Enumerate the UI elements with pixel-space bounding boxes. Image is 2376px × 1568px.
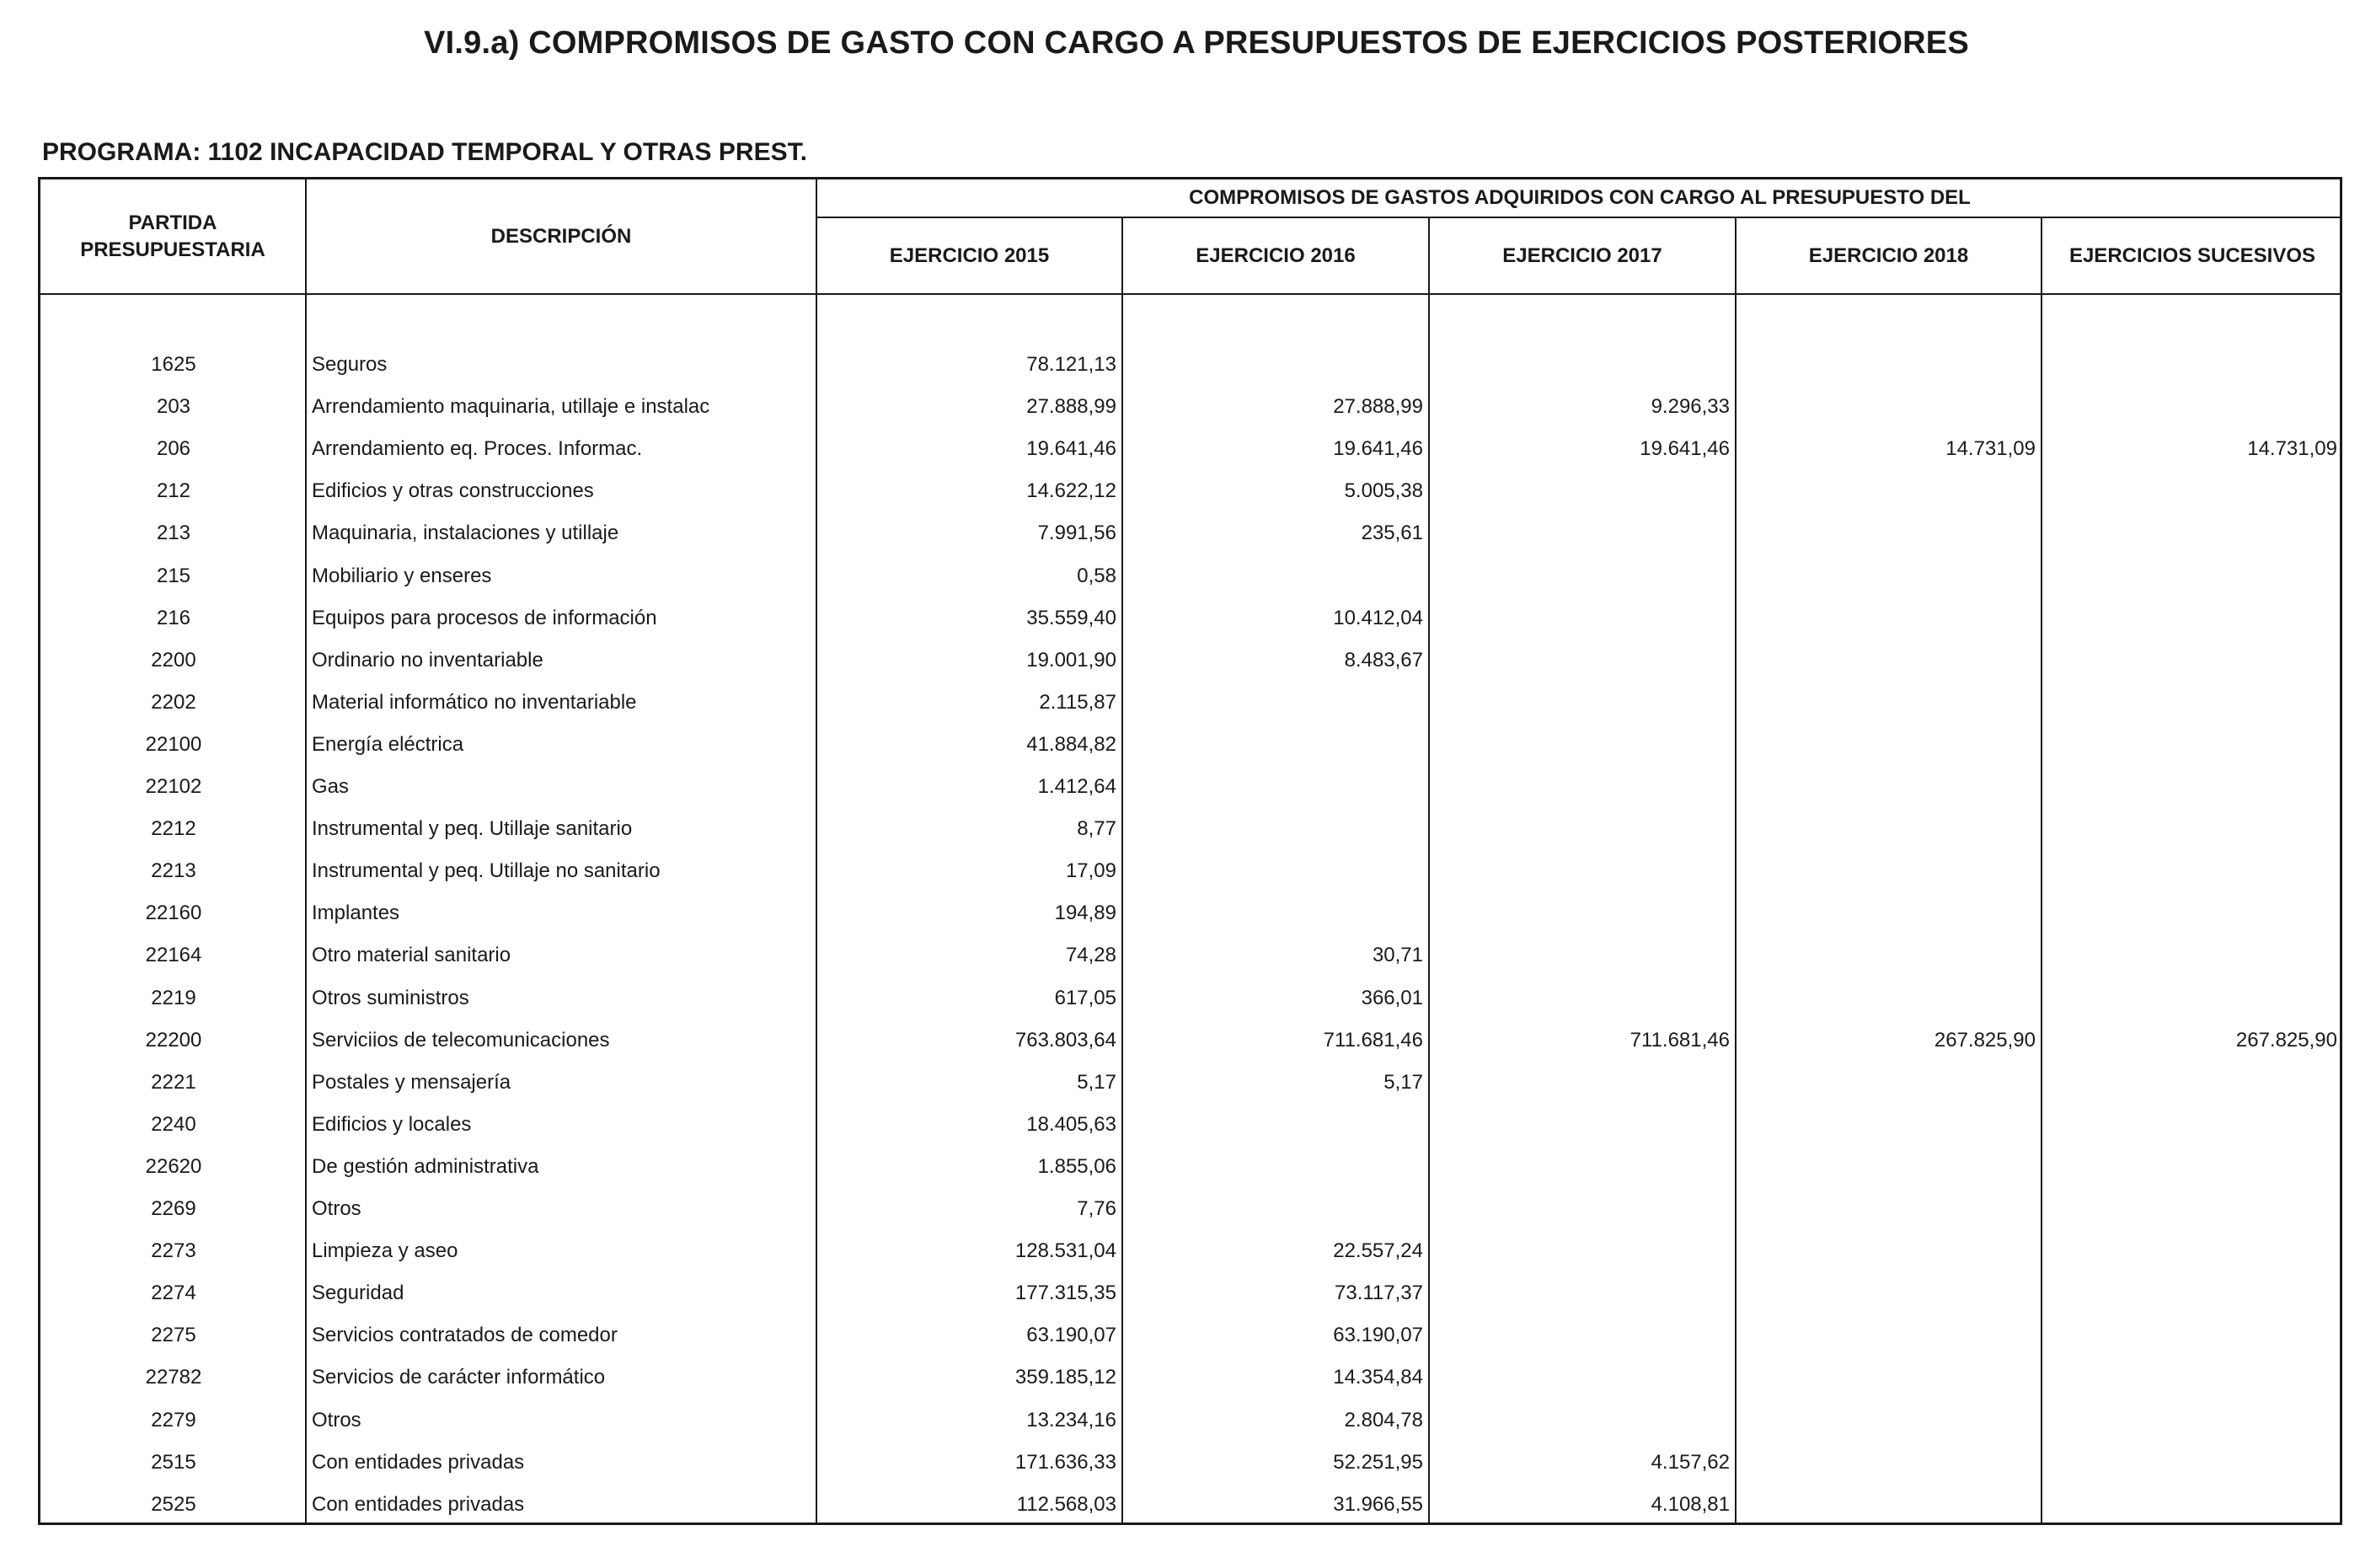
table-row (40, 555, 2340, 597)
partida-code: 2221 (151, 1070, 196, 1094)
amount-cell (1430, 512, 1730, 554)
description: Gas (312, 775, 350, 798)
amount-cell (1737, 1230, 2036, 1272)
amount-cell: 63.190,07 (1026, 1324, 1116, 1347)
amount-cell (1430, 1314, 1730, 1357)
partida-code: 215 (156, 564, 191, 587)
amount-cell: 14.731,09 (1945, 437, 2036, 461)
description: Edificios y otras construcciones (312, 479, 594, 503)
amount-cell (1430, 1062, 1730, 1104)
amount-cell: 267.825,90 (2235, 1028, 2337, 1052)
amount-cell (2042, 892, 2337, 934)
table-row (40, 1442, 2340, 1484)
description: Instrumental y peq. Utillaje no sanitario (312, 859, 661, 883)
partida-code: 2200 (151, 648, 196, 672)
amount-cell: 30,71 (1372, 944, 1423, 967)
table-row (40, 1484, 2340, 1526)
amount-cell (1737, 1314, 2036, 1357)
program-label: PROGRAMA: 1102 INCAPACIDAD TEMPORAL Y OTRAS PREST. (42, 138, 807, 166)
amount-cell: 13.234,16 (1026, 1408, 1116, 1432)
description: Postales y mensajería (312, 1070, 511, 1094)
amount-cell (1430, 977, 1730, 1019)
amount-cell: 19.641,46 (1333, 437, 1423, 461)
description: Limpieza y aseo (312, 1239, 458, 1263)
amount-cell: 0,58 (1077, 564, 1116, 587)
amount-cell (1123, 555, 1423, 597)
amount-cell: 19.001,90 (1026, 648, 1116, 672)
amount-cell: 10.412,04 (1333, 606, 1423, 629)
amount-cell (1737, 724, 2036, 766)
amount-cell (1430, 682, 1730, 724)
description: Servicios contratados de comedor (312, 1324, 618, 1347)
partida-code: 2212 (151, 817, 196, 841)
amount-cell: 2.115,87 (1039, 690, 1116, 714)
amount-cell: 235,61 (1361, 522, 1423, 545)
partida-code: 2202 (151, 690, 196, 714)
amount-cell (1123, 724, 1423, 766)
table-row (40, 1230, 2340, 1272)
amount-cell (2042, 1314, 2337, 1357)
amount-cell: 8.483,67 (1344, 648, 1423, 672)
description: Serviciios de telecomunicaciones (312, 1028, 610, 1052)
amount-cell: 5,17 (1383, 1070, 1423, 1094)
document-title: VI.9.a) COMPROMISOS DE GASTO CON CARGO A PRESUPUESTOS DE EJERCICIOS POSTERIORES (424, 25, 1969, 61)
amount-cell: 63.190,07 (1333, 1324, 1423, 1347)
amount-cell: 4.157,62 (1651, 1450, 1730, 1474)
amount-cell (1430, 470, 1730, 512)
amount-cell: 78.121,13 (1026, 353, 1116, 376)
amount-cell (1430, 1357, 1730, 1399)
description: Equipos para procesos de información (312, 606, 657, 629)
partida-code: 2240 (151, 1112, 196, 1136)
amount-cell: 177.315,35 (1014, 1282, 1116, 1305)
amount-cell (1430, 850, 1730, 892)
table-row (40, 892, 2340, 934)
table-row (40, 1314, 2340, 1357)
amount-cell (1123, 682, 1423, 724)
amount-cell (1430, 808, 1730, 850)
amount-cell (2042, 1484, 2337, 1526)
partida-code: 2515 (151, 1450, 196, 1474)
description: Otro material sanitario (312, 944, 511, 967)
amount-cell: 17,09 (1065, 859, 1116, 883)
partida-code: 2274 (151, 1282, 196, 1305)
amount-cell (1430, 555, 1730, 597)
amount-cell (2042, 1104, 2337, 1146)
amount-cell: 27.888,99 (1333, 395, 1423, 419)
partida-code: 2525 (151, 1492, 196, 1516)
partida-code: 22200 (145, 1028, 202, 1052)
table-row (40, 344, 2340, 386)
table-row (40, 1188, 2340, 1230)
amount-cell: 171.636,33 (1014, 1450, 1116, 1474)
amount-cell (1737, 1399, 2036, 1442)
amount-cell (1737, 1062, 2036, 1104)
amount-cell (2042, 640, 2337, 682)
amount-cell (1737, 850, 2036, 892)
table-row (40, 1399, 2340, 1442)
amount-cell: 19.641,46 (1640, 437, 1730, 461)
amount-cell (1737, 470, 2036, 512)
amount-cell: 112.568,03 (1016, 1492, 1116, 1516)
table-row (40, 1104, 2340, 1146)
amount-cell: 5,17 (1077, 1070, 1116, 1094)
description: Otros (312, 1408, 361, 1432)
amount-cell: 14.731,09 (2247, 437, 2337, 461)
description: Con entidades privadas (312, 1492, 525, 1516)
description: Servicios de carácter informático (312, 1366, 606, 1389)
amount-cell (1123, 344, 1423, 386)
description: Seguros (312, 353, 388, 376)
amount-cell (2042, 597, 2337, 640)
table-row (40, 724, 2340, 766)
amount-cell (1430, 640, 1730, 682)
amount-cell (1123, 1146, 1423, 1188)
amount-cell: 35.559,40 (1026, 606, 1116, 629)
description: Energía eléctrica (312, 732, 464, 756)
partida-code: 213 (156, 522, 191, 545)
amount-cell (1123, 1188, 1423, 1230)
partida-code: 216 (156, 606, 191, 629)
amount-cell (2042, 1230, 2337, 1272)
amount-cell (2042, 555, 2337, 597)
amount-cell: 73.117,37 (1335, 1282, 1423, 1305)
amount-cell: 7.991,56 (1037, 522, 1116, 545)
amount-cell (1737, 1104, 2036, 1146)
amount-cell (2042, 1188, 2337, 1230)
amount-cell: 9.296,33 (1651, 395, 1730, 419)
amount-cell: 194,89 (1054, 902, 1116, 925)
amount-cell: 14.622,12 (1026, 479, 1116, 503)
amount-cell: 1.412,64 (1037, 775, 1116, 798)
description: Material informático no inventariable (312, 690, 637, 714)
amount-cell (1737, 682, 2036, 724)
amount-cell (2042, 470, 2337, 512)
description: De gestión administrativa (312, 1154, 539, 1178)
amount-cell (1123, 808, 1423, 850)
description: Con entidades privadas (312, 1450, 525, 1474)
amount-cell: 52.251,95 (1333, 1450, 1423, 1474)
amount-cell (1123, 1104, 1423, 1146)
amount-cell (1430, 1104, 1730, 1146)
description: Otros suministros (312, 986, 469, 1009)
amount-cell (1737, 640, 2036, 682)
amount-cell: 18.405,63 (1026, 1112, 1116, 1136)
partida-code: 22164 (145, 944, 202, 967)
commitments-table (38, 177, 2342, 1525)
partida-code: 2275 (151, 1324, 196, 1347)
amount-cell (1737, 1442, 2036, 1484)
table-row (40, 470, 2340, 512)
amount-cell (1123, 766, 1423, 808)
header-commitments-group: COMPROMISOS DE GASTOS ADQUIRIDOS CON CARGO AL PRESUPUESTO DEL (1189, 186, 1971, 209)
amount-cell (1737, 555, 2036, 597)
amount-cell (2042, 1442, 2337, 1484)
amount-cell: 366,01 (1361, 986, 1423, 1009)
amount-cell: 8,77 (1077, 817, 1116, 841)
partida-code: 1625 (151, 353, 196, 376)
amount-cell (1430, 1272, 1730, 1314)
description: Ordinario no inventariable (312, 648, 543, 672)
amount-cell: 359.185,12 (1014, 1366, 1116, 1389)
amount-cell: 7,76 (1077, 1197, 1116, 1220)
amount-cell: 2.804,78 (1344, 1408, 1423, 1432)
amount-cell: 711.681,46 (1629, 1028, 1730, 1052)
amount-cell (1737, 1357, 2036, 1399)
amount-cell: 4.108,81 (1651, 1492, 1730, 1516)
amount-cell (1737, 597, 2036, 640)
amount-cell (1430, 1146, 1730, 1188)
table-row (40, 1272, 2340, 1314)
partida-code: 2279 (151, 1408, 196, 1432)
amount-cell (1430, 1230, 1730, 1272)
header-ejercicio-2018: EJERCICIO 2018 (1808, 243, 1969, 267)
table-row (40, 766, 2340, 808)
amount-cell (2042, 724, 2337, 766)
description: Instrumental y peq. Utillaje sanitario (312, 817, 633, 841)
description: Arrendamiento maquinaria, utillaje e instalac (312, 395, 710, 419)
amount-cell (2042, 1146, 2337, 1188)
amount-cell (2042, 344, 2337, 386)
amount-cell (2042, 512, 2337, 554)
table-row (40, 512, 2340, 554)
amount-cell (1737, 344, 2036, 386)
partida-code: 203 (156, 395, 191, 419)
description: Edificios y locales (312, 1112, 472, 1136)
amount-cell (1737, 766, 2036, 808)
amount-cell: 14.354,84 (1333, 1366, 1423, 1389)
amount-cell: 267.825,90 (1934, 1028, 2036, 1052)
partida-code: 22620 (145, 1154, 202, 1178)
amount-cell (1430, 1188, 1730, 1230)
amount-cell (2042, 977, 2337, 1019)
amount-cell (1737, 808, 2036, 850)
amount-cell (1430, 934, 1730, 977)
partida-code: 22102 (145, 775, 202, 798)
amount-cell: 617,05 (1054, 986, 1116, 1009)
amount-cell: 1.855,06 (1037, 1154, 1116, 1178)
partida-code: 22782 (145, 1366, 202, 1389)
amount-cell: 27.888,99 (1026, 395, 1116, 419)
table-body (40, 179, 2340, 1523)
table-row (40, 640, 2340, 682)
amount-cell (1123, 850, 1423, 892)
table-row (40, 682, 2340, 724)
partida-code: 2269 (151, 1197, 196, 1220)
description: Arrendamiento eq. Proces. Informac. (312, 437, 643, 461)
table-row (40, 808, 2340, 850)
amount-cell (1737, 1484, 2036, 1526)
amount-cell (1430, 1399, 1730, 1442)
amount-cell (1123, 892, 1423, 934)
table-row (40, 850, 2340, 892)
amount-cell (1737, 892, 2036, 934)
description: Maquinaria, instalaciones y utillaje (312, 522, 619, 545)
amount-cell (2042, 1062, 2337, 1104)
header-ejercicio-2015: EJERCICIO 2015 (889, 243, 1050, 267)
partida-code: 212 (156, 479, 191, 503)
description: Seguridad (312, 1282, 404, 1305)
amount-cell (1737, 386, 2036, 428)
amount-cell (1737, 934, 2036, 977)
amount-cell (1737, 512, 2036, 554)
amount-cell: 5.005,38 (1344, 479, 1423, 503)
amount-cell: 22.557,24 (1333, 1239, 1423, 1263)
amount-cell (2042, 850, 2337, 892)
partida-code: 2213 (151, 859, 196, 883)
partida-code: 2219 (151, 986, 196, 1009)
table-row (40, 386, 2340, 428)
description: Otros (312, 1197, 361, 1220)
header-ejercicio-2016: EJERCICIO 2016 (1196, 243, 1356, 267)
amount-cell (1430, 892, 1730, 934)
table-row (40, 597, 2340, 640)
table-row (40, 934, 2340, 977)
table-row (40, 1062, 2340, 1104)
amount-cell: 128.531,04 (1014, 1239, 1116, 1263)
table-row (40, 428, 2340, 470)
table-row (40, 1146, 2340, 1188)
header-ejercicios-sucesivos: EJERCICIOS SUCESIVOS (2068, 243, 2316, 267)
amount-cell (2042, 766, 2337, 808)
amount-cell (2042, 386, 2337, 428)
amount-cell: 31.966,55 (1333, 1492, 1423, 1516)
table-row (40, 1019, 2340, 1062)
description: Mobiliario y enseres (312, 564, 492, 587)
amount-cell (2042, 808, 2337, 850)
header-ejercicio-2017: EJERCICIO 2017 (1502, 243, 1662, 267)
amount-cell (2042, 1357, 2337, 1399)
description: Implantes (312, 902, 400, 925)
amount-cell (1430, 344, 1730, 386)
amount-cell: 763.803,64 (1014, 1028, 1116, 1052)
amount-cell: 41.884,82 (1026, 732, 1116, 756)
table-row (40, 977, 2340, 1019)
amount-cell (2042, 1272, 2337, 1314)
amount-cell (1737, 1272, 2036, 1314)
amount-cell (1737, 1146, 2036, 1188)
amount-cell: 74,28 (1065, 944, 1116, 967)
partida-code: 2273 (151, 1239, 196, 1263)
amount-cell (1430, 724, 1730, 766)
amount-cell: 19.641,46 (1026, 437, 1116, 461)
partida-code: 22160 (145, 902, 202, 925)
amount-cell (1430, 766, 1730, 808)
amount-cell (2042, 1399, 2337, 1442)
amount-cell (2042, 682, 2337, 724)
header-descripcion: DESCRIPCIÓN (490, 224, 632, 248)
amount-cell (1430, 597, 1730, 640)
amount-cell (1737, 977, 2036, 1019)
partida-code: 22100 (145, 732, 202, 756)
table-row (40, 1357, 2340, 1399)
amount-cell (1737, 1188, 2036, 1230)
amount-cell: 711.681,46 (1323, 1028, 1423, 1052)
header-partida: PARTIDA PRESUPUESTARIA (80, 211, 265, 261)
partida-code: 206 (156, 437, 191, 461)
amount-cell (2042, 934, 2337, 977)
